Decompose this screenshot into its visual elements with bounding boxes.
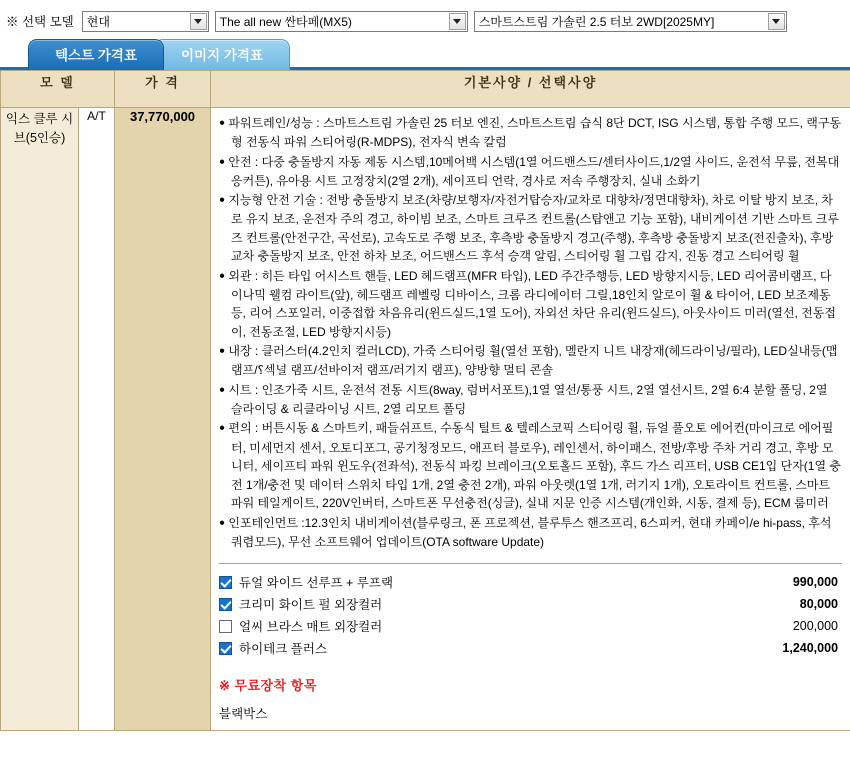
tab-text-price[interactable]: 텍스트 가격표 [28, 39, 164, 70]
selector-label: ※ 선택 모델 [6, 15, 74, 29]
table-row [1, 108, 850, 731]
option-label: 듀얼 와이드 선루프 + 루프랙 [239, 576, 394, 591]
spec-item [219, 267, 842, 342]
bullet-icon: ● [219, 423, 226, 435]
option-list [219, 563, 842, 659]
option-checkbox[interactable] [219, 576, 232, 589]
option-row[interactable] [219, 571, 842, 593]
bullet-icon: ● [219, 117, 226, 129]
bullet-icon: ● [219, 384, 226, 396]
model-select[interactable] [215, 11, 468, 32]
spec-item [219, 381, 842, 419]
spec-text: 파워트레인/성능 : 스마트스트림 가솔린 25 터보 엔진, 스마트스트림 습식 8단 DCT, ISG 시스템, 통합 주행 모드, 랙구동형 전동식 파워 스티어링(R-MDPS), 전자식 변속 칼럼 [228, 116, 842, 150]
price-table [0, 70, 850, 731]
spec-item [219, 191, 842, 266]
spec-item [219, 153, 842, 191]
option-checkbox[interactable] [219, 642, 232, 655]
option-price: 990,000 [792, 575, 839, 590]
header-price: 가 격 [115, 71, 211, 108]
option-row[interactable] [219, 637, 842, 659]
spec-item [219, 342, 842, 380]
cell-spec [211, 108, 850, 731]
option-label: 크리미 화이트 펄 외장컬러 [239, 598, 383, 613]
bullet-icon: ● [219, 156, 226, 168]
brand-select[interactable] [82, 11, 209, 32]
chevron-down-icon[interactable] [768, 13, 785, 30]
bullet-icon: ● [219, 345, 226, 357]
free-install-title [219, 675, 842, 694]
header-model: 모 델 [1, 71, 115, 108]
bullet-icon: ● [219, 194, 226, 206]
spec-text: 편의 : 버튼시동 & 스마트키, 패들쉬프트, 수동식 틸트 & 텔레스코픽 스티어링 휠, 듀얼 풀오토 에어컨(마이크로 에어필터, 미세먼지 센서, 오토디포그, 공기청정모드, 애프터 블로우), 레인센서, 하이패스, 전방/후방 주차 거리 경고, 후방 모니터, 세이프티 파워 윈도우(전좌석), 전동식 파킹 브레이크(오토홀드 포함), 후드 가스 리프터, USB CE1입 단자(1열 충전 1개/충전 및 데이터 스위치 타입 1개, 2열 충전 2개), 파워 아웃렛(1열 1개, 러기지 1개), 오토라이트 컨트롤, 스마트 파워 테일게이트, 220V인버터, 스마트폰 무선충전(싱글), 실내 지문 인증 시스템(개인화, 시동, 결제 등), ECM 룸미러 [228, 421, 841, 511]
option-price: 1,240,000 [782, 641, 839, 656]
spec-text: 인포테인먼트 :12.3인치 내비게이션(블루링크, 폰 프로젝션, 블루투스 핸즈프리, 6스피커, 현대 카페이/e hi-pass, 후석 쿼렴모드), 무선 소프트웨어 업데이트(OTA software Update) [228, 515, 832, 549]
spec-text: 시트 : 인조가죽 시트, 운전석 전동 시트(8way, 럼버서포트),1열 열선/통풍 시트, 2열 열선시트, 2열 6:4 분할 폴딩, 2열 슬라이딩 & 리클라이닝 시트, 2열 리모트 폴딩 [228, 382, 828, 416]
spec-item [219, 419, 842, 512]
spec-item [219, 514, 842, 552]
spec-text: 안전 : 다중 충돌방지 자동 제동 시스템,10메어백 시스템(1열 어드밴스드/센터사이드,1/2열 사이드, 운전석 무릎, 전복대응커튼), 유아용 시트 고정장치(2열 2개), 세이프티 언락, 경사로 저속 주행장치, 실내 소화기 [228, 154, 840, 188]
bullet-icon: ● [219, 270, 226, 282]
model-selector-bar [0, 0, 850, 38]
free-install-section [219, 675, 842, 722]
tab-image-price[interactable]: 이미지 가격표 [154, 39, 290, 70]
spec-text: 외관 : 히든 타입 어시스트 핸들, LED 헤드램프(MFR 타입), LED 주간주행등, LED 방향지시등, LED 리어콤비램프, 다이나믹 웰컴 라이트(앞), 헤드램프 레벨링 디바이스, 크롬 라디에이터 그릴,18인치 알로이 휠 & 타이어, LED 보조제동등, 리어 스포일러, 이중접합 차음유리(윈드실드,1열 도어), 자외선 차단 유리(윈드실드), 아웃사이드 미러(열선, 전동접이, 전동조절, LED 방향지시등) [228, 268, 836, 339]
asterisk-icon: ※ [219, 678, 231, 694]
cell-transmission: A/T [79, 108, 115, 731]
header-spec: 기본사양 / 선택사양 [211, 71, 850, 108]
bullet-icon: ● [219, 517, 226, 529]
option-price: 200,000 [792, 619, 839, 634]
brand-select-value: 현대 [86, 14, 110, 29]
option-price: 80,000 [799, 597, 839, 612]
free-install-item: 블랙박스 [219, 707, 268, 722]
free-install-title-text: 무료장착 항목 [234, 678, 317, 694]
spec-text: 내장 : 클러스터(4.2인치 컬러LCD), 가죽 스티어링 휠(열선 포함), 멜란지 니트 내장재(헤드라이닝/필라), LED실내등(맵램프/؟섹널 램프/선바이저 램프/러기지 램프), 양방향 멀티 콘솔 [228, 344, 838, 378]
trim-select-value: 스마트스트림 가솔린 2.5 터보 2WD[2025MY] [478, 14, 715, 29]
spec-item [219, 114, 842, 152]
table-header-row [1, 71, 850, 108]
spec-list [219, 114, 842, 551]
model-select-value: The all new 싼타페(MX5) [219, 14, 352, 29]
cell-model-name: 익스 클루 시브(5인승) [1, 108, 79, 731]
chevron-down-icon[interactable] [190, 13, 207, 30]
option-label: 얼씨 브라스 매트 외장컬러 [239, 620, 383, 635]
option-label: 하이테크 플러스 [239, 642, 328, 657]
trim-select[interactable] [474, 11, 787, 32]
option-checkbox[interactable] [219, 598, 232, 611]
cell-price: 37,770,000 [115, 108, 211, 731]
price-view-tabs [28, 38, 850, 70]
chevron-down-icon[interactable] [449, 13, 466, 30]
spec-text: 지능형 안전 기술 : 전방 충돌방지 보조(차량/보행자/자전거탑승자/교차로 대향차/정면대향차), 차로 이탈 방지 보조, 차로 유지 보조, 운전자 주의 경고, 하이빔 보조, 스마트 크루즈 컨트롤(스탑앤고 기능 포함), 내비게이션 기반 스마트 크루즈 컨트롤(안전구간, 곡선로), 고속도로 주행 보조, 후측방 충돌방지 경고(주행), 후측방 충돌방지 보조(전진출차), 후방 교차 충돌방지 보조, 안전 하차 보조, 어드밴스드 후석 승객 알림, 스티어링 휠 그립 감지, 진동 경고 스티어링 휠 [228, 193, 839, 264]
option-checkbox[interactable] [219, 620, 232, 633]
option-row[interactable] [219, 593, 842, 615]
option-row[interactable] [219, 615, 842, 637]
